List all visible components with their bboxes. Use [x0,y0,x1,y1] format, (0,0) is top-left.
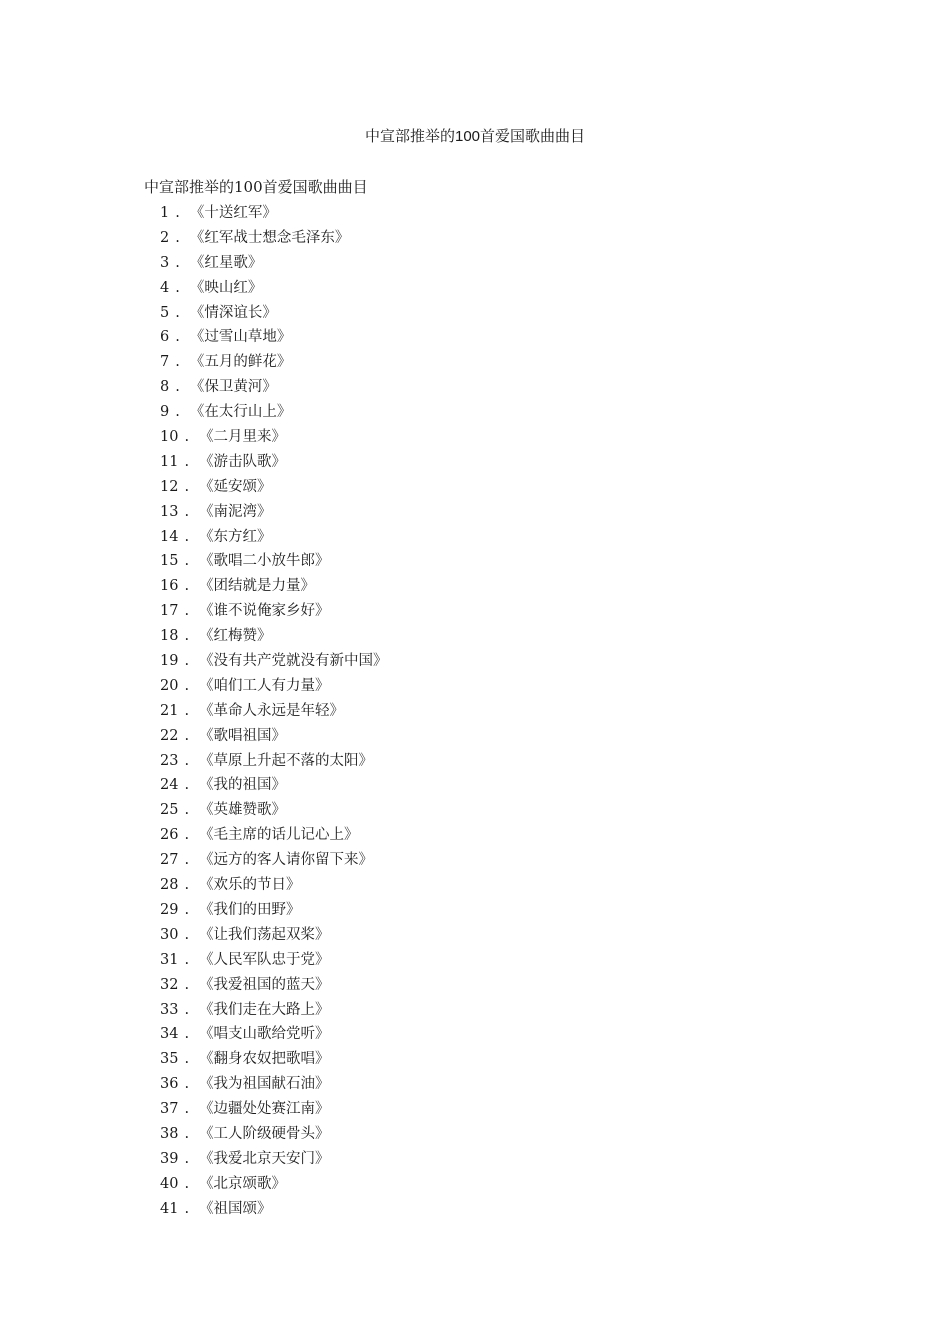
song-number: 35 [160,1051,179,1068]
song-item [160,626,388,651]
song-number: 39 [160,1150,179,1167]
song-number: 13 [160,503,179,520]
song-item [160,1000,388,1025]
song-title: 《团结就是力量》 [199,578,316,595]
song-separator: . [175,329,180,346]
song-number: 6 [160,329,170,346]
song-item [160,1199,388,1224]
song-item [160,203,388,228]
song-item [160,701,388,726]
song-number: 23 [160,752,179,769]
song-title: 《远方的客人请你留下来》 [199,852,374,869]
song-title: 《让我们荡起双桨》 [199,926,330,943]
song-title: 《没有共产党就没有新中国》 [199,653,388,670]
song-item [160,377,388,402]
song-item [160,502,388,527]
song-separator: . [184,603,190,620]
song-item [160,925,388,950]
song-number: 27 [160,852,179,869]
list-heading: 中宣部推举的100首爱国歌曲曲目 [144,178,368,196]
song-number: 21 [160,702,179,719]
song-number: 1 [160,205,170,221]
song-number: 36 [160,1076,179,1093]
song-title: 《过雪山草地》 [189,329,292,346]
song-separator: . [184,578,190,595]
song-title: 《歌唱二小放牛郎》 [199,553,330,570]
song-separator: . [184,453,190,470]
song-separator: . [184,1026,190,1043]
song-item [160,527,388,552]
song-title: 《红梅赞》 [199,628,272,645]
song-number: 3 [160,254,170,271]
song-title: 《工人阶级硬骨头》 [199,1125,330,1142]
song-separator: . [184,1200,190,1217]
song-number: 16 [160,578,179,595]
song-item [160,551,388,576]
song-number: 34 [160,1026,179,1043]
song-separator: . [175,379,180,396]
song-separator: . [184,901,190,918]
song-item [160,676,388,701]
song-title: 《我爱北京天安门》 [199,1150,330,1167]
song-separator: . [184,852,190,869]
song-item [160,651,388,676]
song-title: 《北京颂歌》 [199,1175,287,1192]
song-list [160,203,388,1224]
song-item [160,601,388,626]
song-number: 5 [160,304,170,321]
song-separator: . [184,702,190,719]
song-title: 《歌唱祖国》 [199,727,287,744]
song-separator: . [184,777,190,794]
song-separator: . [184,503,190,520]
song-item [160,1174,388,1199]
song-separator: . [175,279,180,296]
song-title: 《我们走在大路上》 [199,1001,330,1018]
song-number: 31 [160,951,179,968]
song-title: 《咱们工人有力量》 [199,677,330,694]
song-separator: . [175,304,180,321]
song-title: 《五月的鲜花》 [189,354,292,371]
song-item [160,303,388,328]
song-number: 25 [160,802,179,819]
song-number: 19 [160,653,179,670]
song-separator: . [184,1076,190,1093]
song-number: 2 [160,229,170,246]
song-item [160,253,388,278]
song-number: 7 [160,354,170,371]
song-number: 8 [160,379,170,396]
song-separator: . [184,976,190,993]
song-title: 《草原上升起不落的太阳》 [199,752,374,769]
song-item [160,900,388,925]
song-title: 《我的祖国》 [199,777,287,794]
song-number: 15 [160,553,179,570]
song-separator: . [184,1051,190,1068]
song-number: 22 [160,727,179,744]
song-separator: . [184,478,190,495]
song-separator: . [184,877,190,894]
song-item [160,751,388,776]
song-item [160,850,388,875]
song-item [160,950,388,975]
song-number: 26 [160,827,179,844]
song-item [160,775,388,800]
song-item [160,327,388,352]
song-separator: . [184,727,190,744]
song-title: 《延安颂》 [199,478,272,495]
song-number: 14 [160,528,179,545]
song-number: 40 [160,1175,179,1192]
song-item [160,800,388,825]
song-title: 《二月里来》 [199,429,287,446]
song-title: 《情深谊长》 [189,304,277,321]
song-separator: . [175,354,180,371]
song-separator: . [184,1101,190,1118]
song-number: 30 [160,926,179,943]
song-title: 《映山红》 [189,279,263,296]
song-number: 28 [160,877,179,894]
song-separator: . [175,404,180,421]
song-title: 《欢乐的节日》 [199,877,301,894]
song-number: 32 [160,976,179,993]
song-item [160,1049,388,1074]
song-title: 《翻身农奴把歌唱》 [199,1051,330,1068]
song-title: 《我们的田野》 [199,901,301,918]
song-title: 《唱支山歌给党听》 [199,1026,330,1043]
song-number: 12 [160,478,179,495]
song-number: 18 [160,628,179,645]
song-title: 《人民军队忠于党》 [199,951,330,968]
document-title: 中宣部推举的100首爱国歌曲曲目 [364,128,586,145]
song-item [160,1074,388,1099]
song-title: 《谁不说俺家乡好》 [199,603,330,620]
song-item [160,1099,388,1124]
song-separator: . [184,752,190,769]
song-item [160,1149,388,1174]
song-title: 《保卫黄河》 [189,379,277,396]
song-item [160,726,388,751]
song-title: 《我为祖国献石油》 [199,1076,330,1093]
song-title: 《毛主席的话儿记心上》 [199,827,359,844]
song-separator: . [175,229,180,246]
song-item [160,1024,388,1049]
song-number: 38 [160,1125,179,1142]
song-separator: . [184,429,190,446]
song-title: 《祖国颂》 [199,1200,272,1217]
song-title: 《我爱祖国的蓝天》 [199,976,330,993]
song-separator: . [184,553,190,570]
song-number: 11 [160,453,179,470]
song-separator: . [184,1001,190,1018]
song-number: 24 [160,777,179,794]
song-title: 《英雄赞歌》 [199,802,287,819]
song-number: 33 [160,1001,179,1018]
song-item [160,452,388,477]
song-separator: . [184,528,190,545]
song-title: 《红星歌》 [189,254,263,271]
song-item [160,427,388,452]
song-title: 《南泥湾》 [199,503,272,520]
song-separator: . [184,653,190,670]
song-separator: . [184,802,190,819]
song-title: 《革命人永远是年轻》 [199,702,345,719]
song-item [160,352,388,377]
song-item [160,1124,388,1149]
song-number: 17 [160,603,179,620]
song-separator: . [184,628,190,645]
song-separator: . [175,254,180,271]
song-title: 《在太行山上》 [189,404,292,421]
song-separator: . [184,1175,190,1192]
song-number: 9 [160,404,170,421]
song-title: 《红军战士想念毛泽东》 [189,229,350,246]
song-number: 4 [160,279,170,296]
song-title: 《十送红军》 [189,205,277,221]
song-separator: . [175,205,180,221]
song-number: 37 [160,1101,179,1118]
song-separator: . [184,677,190,694]
song-separator: . [184,1125,190,1142]
song-item [160,975,388,1000]
song-item [160,402,388,427]
song-title: 《东方红》 [199,528,272,545]
song-title: 《游击队歌》 [199,453,287,470]
song-separator: . [184,1150,190,1167]
song-title: 《边疆处处赛江南》 [199,1101,330,1118]
song-number: 10 [160,429,179,446]
song-item [160,825,388,850]
song-item [160,278,388,303]
song-separator: . [184,827,190,844]
song-separator: . [184,951,190,968]
song-item [160,875,388,900]
song-item [160,477,388,502]
song-number: 20 [160,677,179,694]
song-number: 41 [160,1200,179,1217]
song-item [160,228,388,253]
song-separator: . [184,926,190,943]
song-item [160,576,388,601]
song-number: 29 [160,901,179,918]
